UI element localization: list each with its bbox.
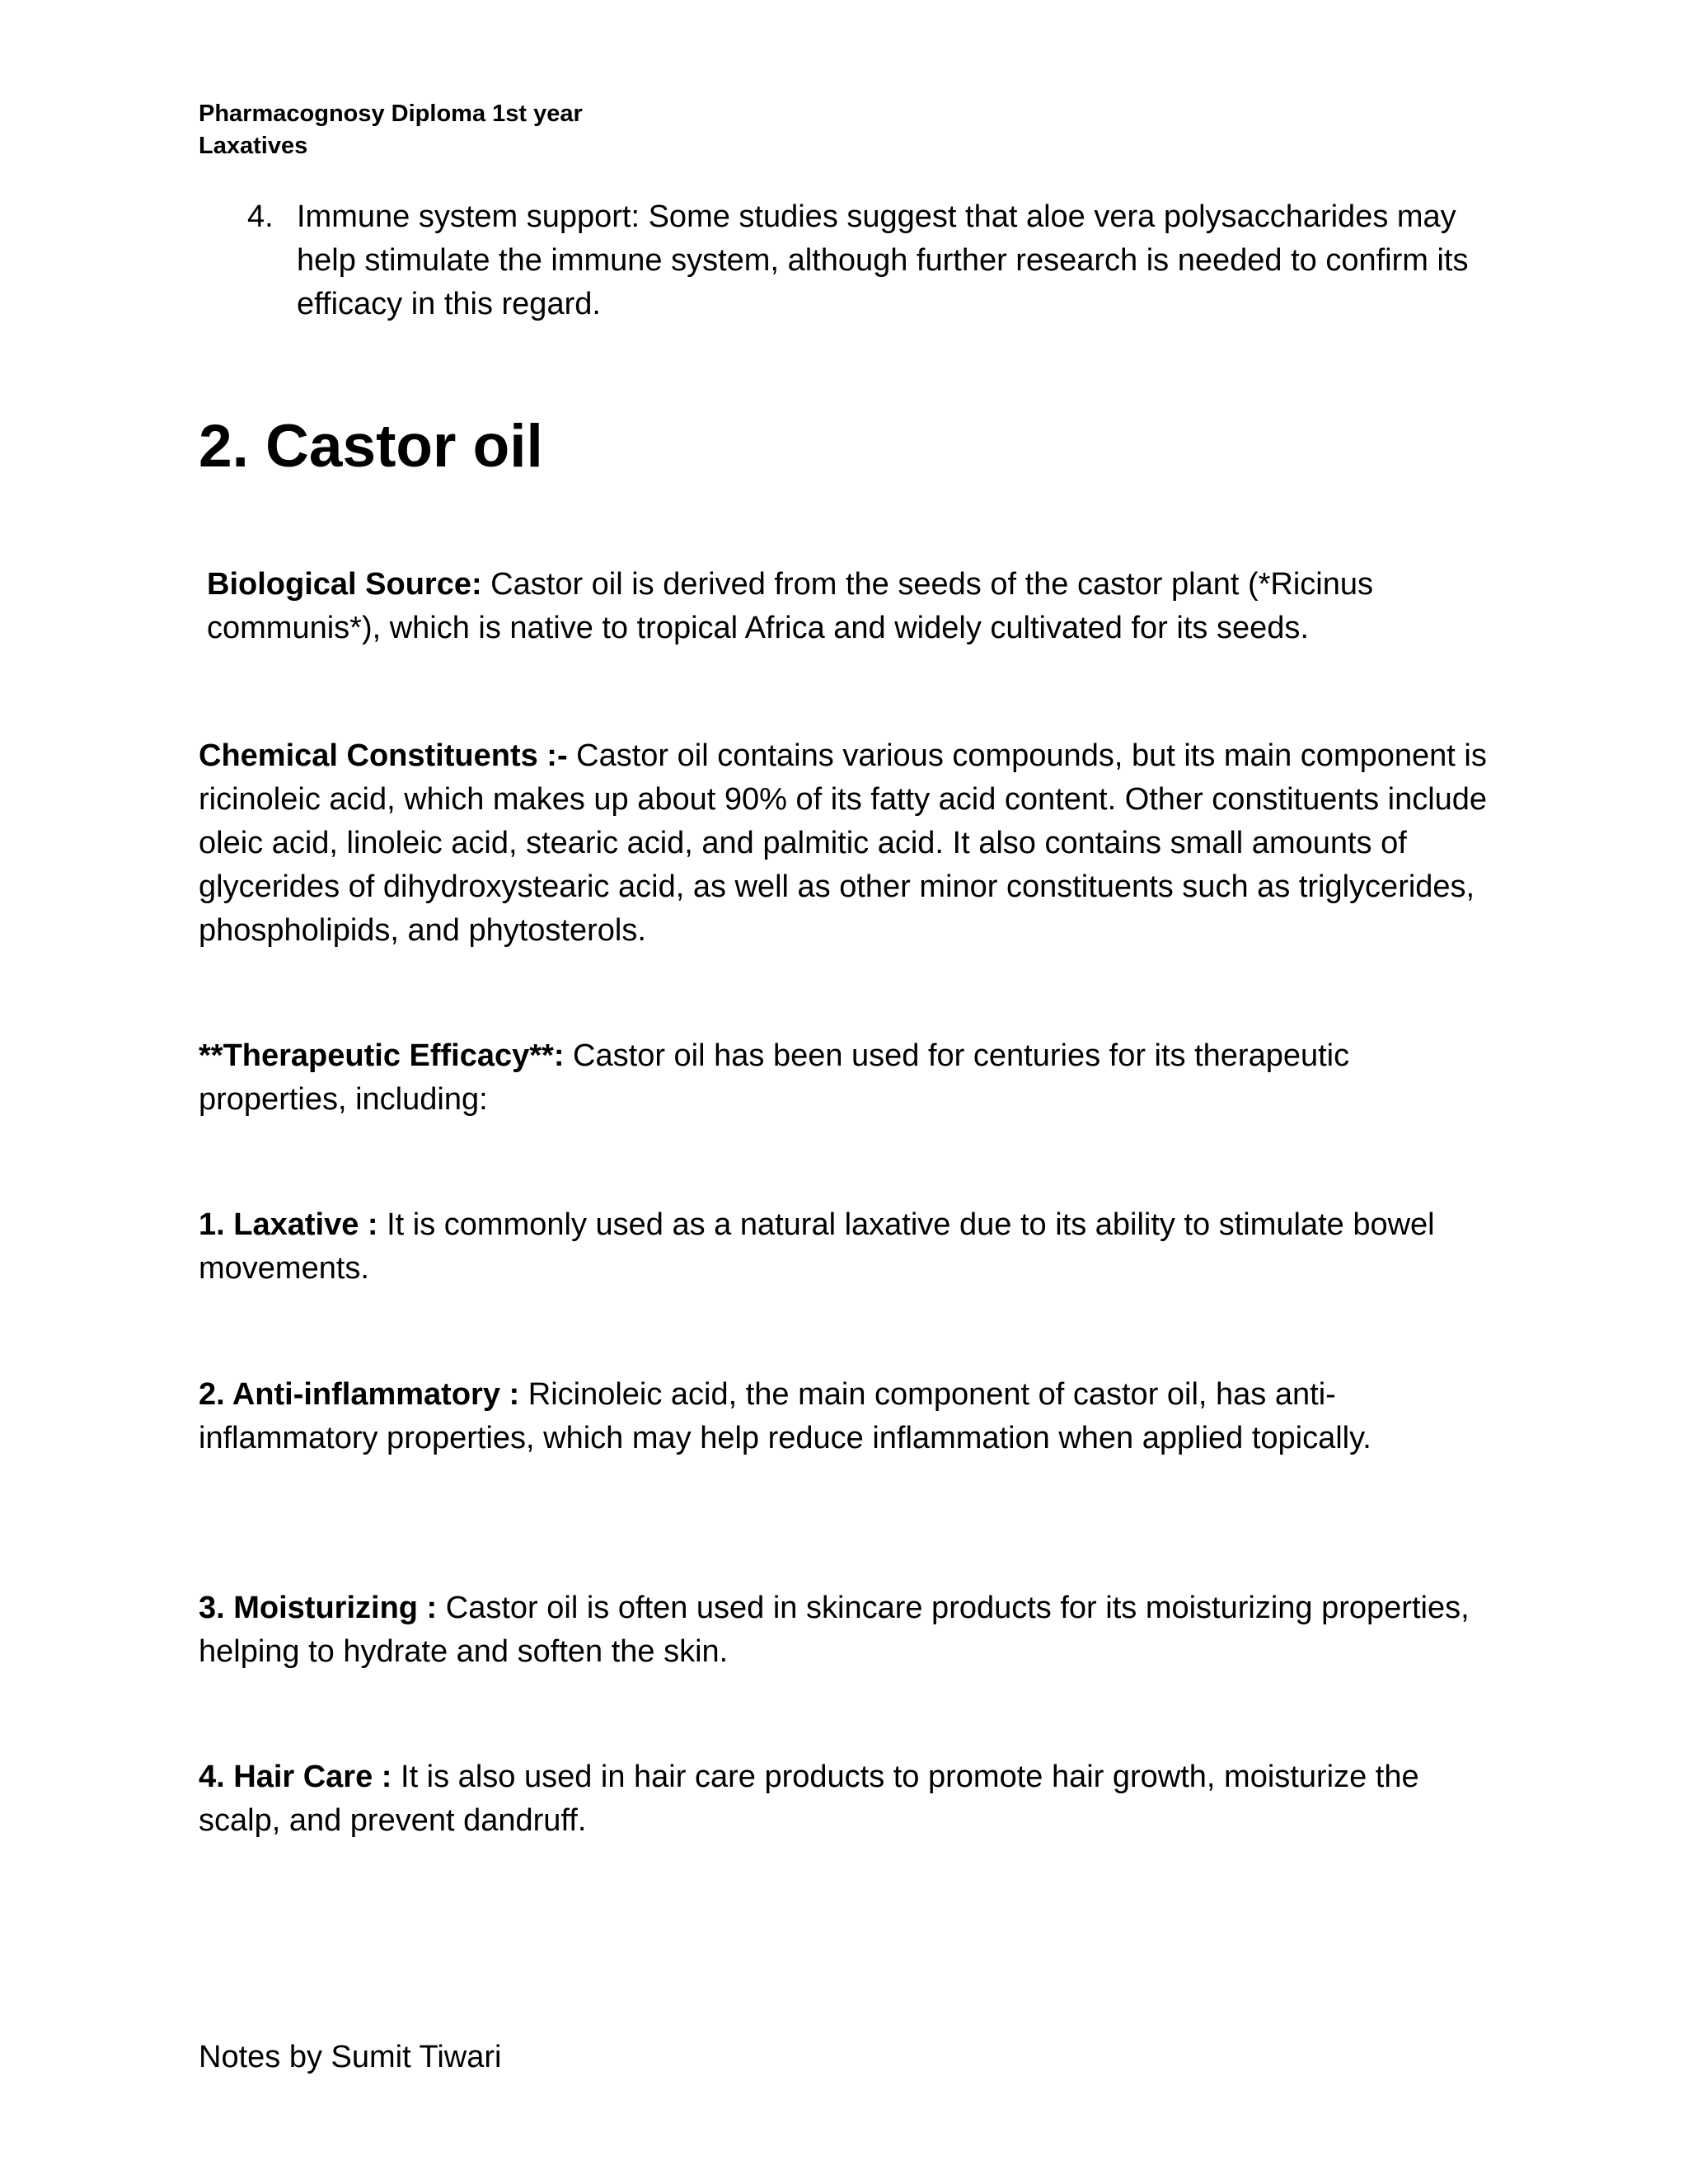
use-hair-care-text: It is also used in hair care products to promote hair growth, moisturize the scalp, and prevent dandruff. — [199, 1760, 1419, 1838]
therapeutic-efficacy-text: Castor oil has been used for centuries for its therapeutic properties, including: — [199, 1038, 1350, 1117]
therapeutic-efficacy-paragraph — [199, 1034, 1501, 1122]
header-course-title: Pharmacognosy Diploma 1st year — [199, 101, 583, 127]
list-item — [247, 195, 1500, 326]
use-laxative-text: It is commonly used as a natural laxative due to its ability to stimulate bowel movements. — [199, 1207, 1435, 1286]
biological-source-label: Biological Source: — [207, 567, 482, 602]
use-anti-inflammatory-text: Ricinoleic acid, the main component of castor oil, has anti-inflammatory properties, which may help reduce inflammation when applied topically. — [199, 1377, 1372, 1455]
biological-source-text: Castor oil is derived from the seeds of the castor plant (*Ricinus communis*), which is native to tropical Africa and widely cultivated for its seeds. — [207, 567, 1373, 645]
use-anti-inflammatory-label: 2. Anti-inflammatory : — [199, 1377, 520, 1412]
header-topic: Laxatives — [199, 133, 308, 159]
list-item-number: 4. — [247, 199, 274, 234]
therapeutic-efficacy-label: **Therapeutic Efficacy**: — [199, 1038, 565, 1073]
list-item-text: Immune system support: Some studies suggest that aloe vera polysaccharides may help stimulate the immune system, although further research is needed to confirm its efficacy in this regard. — [297, 199, 1469, 321]
chemical-constituents-paragraph — [199, 734, 1501, 953]
chemical-constituents-text: Castor oil contains various compounds, but its main component is ricinoleic acid, which makes up about 90% of its fatty acid content. Other constituents include oleic acid, linoleic acid, stearic acid, and palmitic acid. It also contains small amounts of glycerides of dihydroxystearic acid, as well as other minor constituents such as triglycerides, phospholipids, and phytosterols. — [199, 738, 1488, 948]
use-hair-care-paragraph — [199, 1755, 1501, 1843]
chemical-constituents-label: Chemical Constituents :- — [199, 738, 568, 773]
use-hair-care-label: 4. Hair Care : — [199, 1760, 392, 1794]
footer-author-note: Notes by Sumit Tiwari — [199, 2040, 502, 2074]
use-anti-inflammatory-paragraph — [199, 1373, 1501, 1460]
use-moisturizing-label: 3. Moisturizing : — [199, 1591, 438, 1625]
use-moisturizing-paragraph — [199, 1586, 1501, 1674]
use-moisturizing-text: Castor oil is often used in skincare products for its moisturizing properties, helping to hydrate and soften the skin. — [199, 1591, 1470, 1669]
biological-source-paragraph — [199, 563, 1501, 650]
use-laxative-paragraph — [199, 1203, 1501, 1291]
use-laxative-label: 1. Laxative : — [199, 1207, 378, 1242]
section-heading: 2. Castor oil — [199, 413, 543, 480]
